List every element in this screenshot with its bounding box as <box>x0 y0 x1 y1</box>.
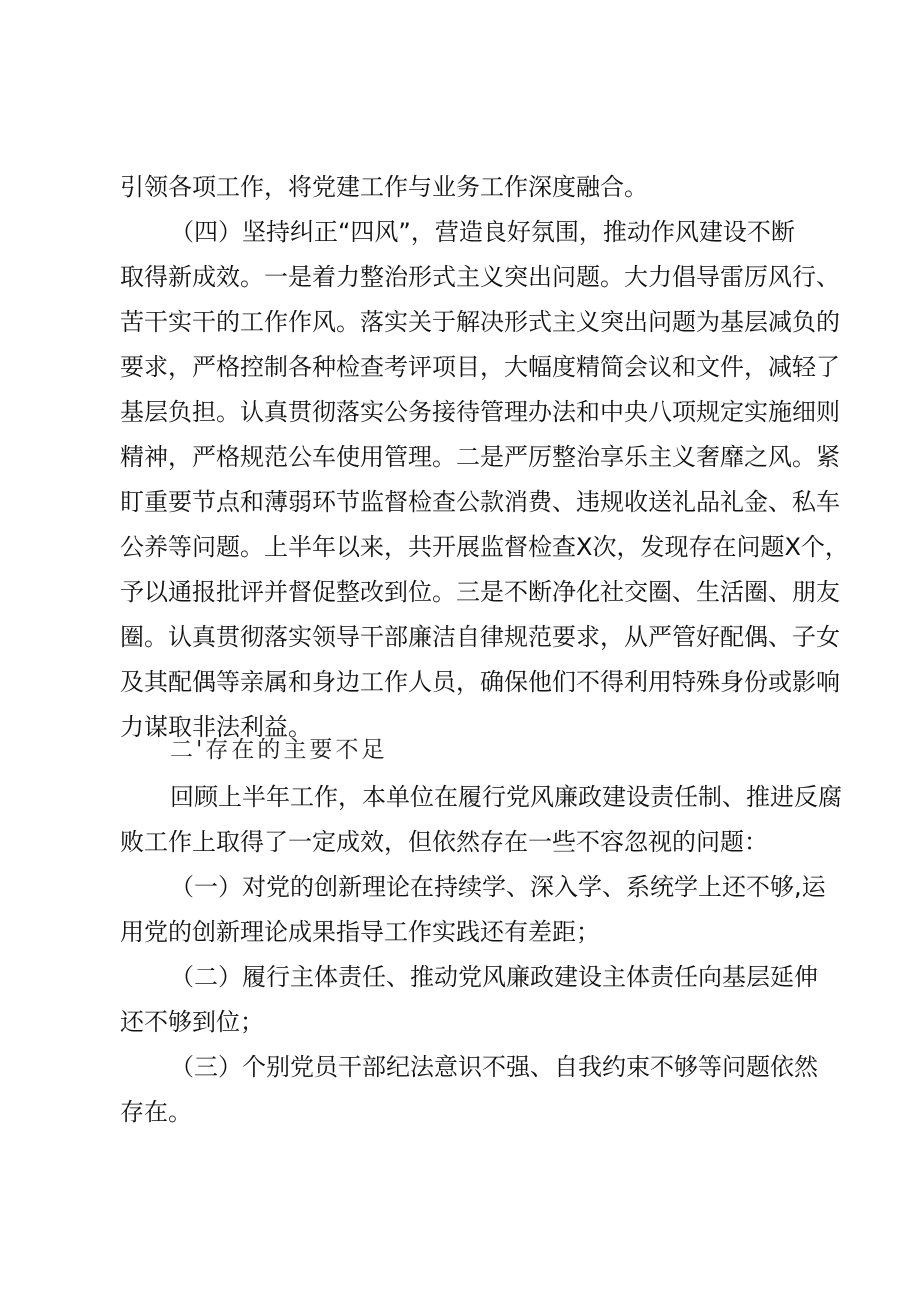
text-line: 予以通报批评并督促整改到位。三是不断净化社交圈、生活圈、朋友 <box>120 578 840 606</box>
text-line: 盯重要节点和薄弱环节监督检查公款消费、违规收送礼品礼金、私车 <box>120 488 840 516</box>
text-line: 败工作上取得了一定成效，但依然存在一些不容忽视的问题： <box>120 828 768 856</box>
text-line: 引领各项工作，将党建工作与业务工作深度融合。 <box>120 173 648 201</box>
text-line: 存在。 <box>120 1098 192 1126</box>
issue-two: （二）履行主体责任、推动党风廉政建设主体责任向基层延伸 <box>170 963 818 991</box>
paragraph-four-start: （四）坚持纠正“四风”，营造良好氛围，推动作风建设不断 <box>170 218 795 246</box>
text-line: 取得新成效。一是着力整治形式主义突出问题。大力倡导雷厉风行、 <box>120 263 840 291</box>
text-line: 苦干实干的工作作风。落实关于解决形式主义突出问题为基层减负的 <box>120 308 840 336</box>
text-line: 要求，严格控制各种检查考评项目，大幅度精简会议和文件，减轻了 <box>120 353 840 381</box>
text-line: 用党的创新理论成果指导工作实践还有差距； <box>120 918 600 946</box>
section-heading: 二'存在的主要不足 <box>170 737 388 763</box>
issue-three: （三）个别党员干部纪法意识不强、自我约束不够等问题依然 <box>170 1053 818 1081</box>
text-line: 力谋取非法利益。 <box>120 713 312 741</box>
text-line: 精神，严格规范公车使用管理。二是严厉整治享乐主义奢靡之风。紧 <box>120 443 840 471</box>
text-line: 及其配偶等亲属和身边工作人员，确保他们不得利用特殊身份或影响 <box>120 668 840 696</box>
issue-one: （一）对党的创新理论在持续学、深入学、系统学上还不够,运 <box>170 873 826 901</box>
text-line: 公养等问题。上半年以来，共开展监督检查X次，发现存在问题X个， <box>120 533 849 561</box>
text-line: 圈。认真贯彻落实领导干部廉洁自律规范要求，从严管好配偶、子女 <box>120 623 840 651</box>
paragraph-review-start: 回顾上半年工作，本单位在履行党风廉政建设责任制、推进反腐 <box>170 783 842 811</box>
text-line: 基层负担。认真贯彻落实公务接待管理办法和中央八项规定实施细则 <box>120 398 840 426</box>
text-line: 还不够到位； <box>120 1008 264 1036</box>
